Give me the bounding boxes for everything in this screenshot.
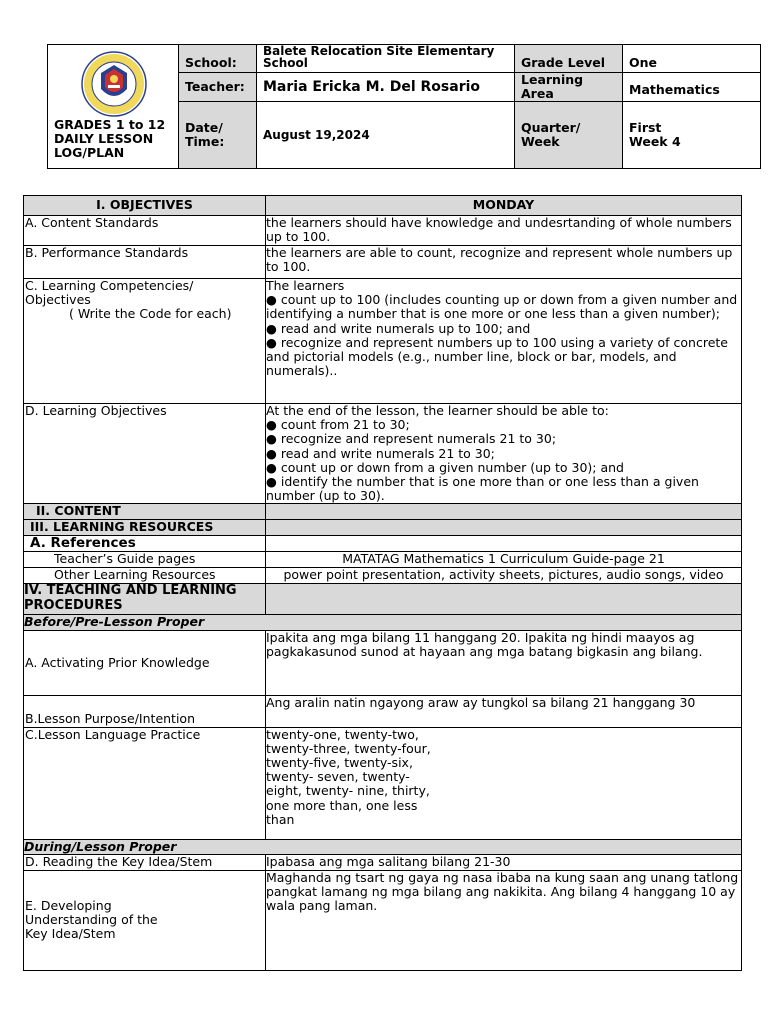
list-item: ● count up to 100 (includes counting up or down from a given number and identifying a number that is one more or one less than a given number); bbox=[266, 292, 738, 322]
procedures-header bbox=[24, 584, 266, 615]
language-practice-row bbox=[24, 727, 742, 839]
teachers-guide-label: Teacher’s Guide pages bbox=[24, 552, 266, 568]
references-empty bbox=[266, 536, 742, 552]
dll-title-line: DAILY LESSON bbox=[54, 131, 154, 146]
quarter-value bbox=[623, 102, 761, 169]
procedures-empty bbox=[266, 584, 742, 615]
references-row bbox=[24, 536, 742, 552]
references-label: A. References bbox=[24, 536, 266, 552]
language-practice-words: twenty-one, twenty-two, twenty-three, twenty-four, twenty-five, twenty-six, twenty- seven, twenty-eight, twenty- nine, thirty, one more than, one less than bbox=[266, 727, 431, 827]
lesson-purpose-label: B.Lesson Purpose/Intention bbox=[24, 695, 266, 727]
prior-knowledge-label: A. Activating Prior Knowledge bbox=[24, 630, 266, 695]
teacher-label: Teacher: bbox=[179, 73, 257, 102]
list-item: ● read and write numerals 21 to 30; bbox=[266, 445, 495, 461]
performance-label: B. Performance Standards bbox=[24, 246, 266, 279]
competencies-label-line: ( Write the Code for each) bbox=[69, 306, 232, 322]
teachers-guide-row bbox=[24, 552, 742, 568]
content-standards-text: the learners should have knowledge and undesrtanding of whole numbers up to 100. bbox=[266, 216, 742, 246]
lesson-plan-table bbox=[23, 195, 742, 971]
reading-text: Ipabasa ang mga salitang bilang 21-30 bbox=[266, 854, 742, 870]
quarter-label-line: Week bbox=[521, 134, 560, 149]
lesson-purpose-row bbox=[24, 695, 742, 727]
reading-row bbox=[24, 854, 742, 870]
lesson-purpose-text: Ang aralin natin ngayong araw ay tungkol sa bilang 21 hanggang 30 bbox=[266, 695, 742, 727]
school-label: School: bbox=[179, 45, 257, 73]
procedures-header-line: PROCEDURES bbox=[24, 597, 123, 613]
learning-objectives-intro: At the end of the lesson, the learner should be able to: bbox=[266, 403, 609, 418]
list-item: ● count up or down from a given number (up to 30); and bbox=[266, 459, 624, 475]
learning-objectives-text bbox=[266, 404, 742, 504]
competencies-intro: The learners bbox=[266, 278, 345, 293]
grade-label: Grade Level bbox=[515, 45, 623, 73]
content-empty bbox=[266, 504, 742, 520]
developing-row bbox=[24, 870, 742, 970]
resources-empty bbox=[266, 520, 742, 536]
during-phase-row bbox=[24, 839, 742, 854]
dll-title-line: LOG/PLAN bbox=[54, 145, 125, 160]
other-resources-row bbox=[24, 568, 742, 584]
list-item: ● recognize and represent numbers up to 100 using a variety of concrete and pictorial models (e.g., number line, block or bar, models, and numerals).. bbox=[266, 334, 728, 379]
developing-label bbox=[24, 870, 266, 970]
competencies-text bbox=[266, 279, 742, 404]
objectives-header: I. OBJECTIVES bbox=[24, 196, 266, 216]
content-standards-label: A. Content Standards bbox=[24, 216, 266, 246]
area-value: Mathematics bbox=[623, 73, 761, 102]
date-label-line: Date/ bbox=[185, 120, 223, 135]
list-item: ● read and write numerals up to 100; and bbox=[266, 320, 531, 336]
other-resources-value: power point presentation, activity sheets, pictures, audio songs, video bbox=[266, 568, 742, 584]
developing-label-line: Understanding of the bbox=[25, 912, 158, 928]
area-label bbox=[515, 73, 623, 102]
learning-objectives-label: D. Learning Objectives bbox=[24, 404, 266, 504]
prior-knowledge-row bbox=[24, 630, 742, 695]
header-table bbox=[47, 44, 761, 169]
school-value bbox=[257, 45, 515, 73]
date-label-line: Time: bbox=[185, 134, 225, 149]
deped-seal-icon bbox=[81, 51, 147, 117]
date-value: August 19,2024 bbox=[257, 102, 515, 169]
quarter-label-line: Quarter/ bbox=[521, 120, 581, 135]
language-practice-label: C.Lesson Language Practice bbox=[24, 727, 266, 839]
procedures-header-line: IV. TEACHING AND LEARNING bbox=[24, 583, 237, 599]
performance-text: the learners are able to count, recognize and represent whole numbers up to 100. bbox=[266, 246, 742, 279]
list-item: ● recognize and represent numerals 21 to 30; bbox=[266, 431, 557, 447]
content-row bbox=[24, 504, 742, 520]
performance-row bbox=[24, 246, 742, 279]
developing-text: Maghanda ng tsart ng gaya ng nasa ibaba na kung saan ang unang tatlong pangkat lamang ng mga bilang ang nakikita. Ang bilang 4 hanggang 10 ay wala pang laman. bbox=[266, 870, 742, 970]
competencies-label-line: Objectives bbox=[25, 292, 91, 308]
grade-value: One bbox=[623, 45, 761, 73]
resources-row bbox=[24, 520, 742, 536]
other-resources-label: Other Learning Resources bbox=[24, 568, 266, 584]
objectives-header-row bbox=[24, 196, 742, 216]
developing-label-line: Key Idea/Stem bbox=[25, 926, 116, 942]
during-phase-label: During/Lesson Proper bbox=[24, 839, 742, 854]
content-header: II. CONTENT bbox=[24, 504, 266, 520]
area-label-line: Area bbox=[521, 86, 554, 101]
prior-knowledge-text: Ipakita ang mga bilang 11 hanggang 20. Ipakita ng hindi maayos ag pagkakasunod sunod at hayaan ang mga batang bigkasin ang bilang. bbox=[266, 630, 742, 695]
teachers-guide-value: MATATAG Mathematics 1 Curriculum Guide-page 21 bbox=[266, 552, 742, 568]
list-item: ● count from 21 to 30; bbox=[266, 417, 410, 433]
school-value-line: Balete Relocation Site Elementary bbox=[263, 44, 495, 58]
quarter-label bbox=[515, 102, 623, 169]
teacher-value: Maria Ericka M. Del Rosario bbox=[257, 73, 515, 102]
developing-label-line: E. Developing bbox=[25, 898, 112, 914]
area-label-line: Learning bbox=[521, 72, 584, 87]
reading-label: D. Reading the Key Idea/Stem bbox=[24, 854, 266, 870]
competencies-row bbox=[24, 279, 742, 404]
competencies-label bbox=[24, 279, 266, 404]
logo-title-cell bbox=[48, 45, 179, 169]
procedures-row bbox=[24, 584, 742, 615]
resources-header: III. LEARNING RESOURCES bbox=[24, 520, 266, 536]
content-standards-row bbox=[24, 216, 742, 246]
day-header: MONDAY bbox=[266, 196, 742, 216]
dll-title-line: GRADES 1 to 12 bbox=[54, 117, 166, 132]
before-phase-label: Before/Pre-Lesson Proper bbox=[24, 615, 742, 630]
date-label bbox=[179, 102, 257, 169]
list-item: ● identify the number that is one more than or one less than a given number (up to 30). bbox=[266, 474, 699, 504]
language-practice-text bbox=[266, 727, 742, 839]
dll-title bbox=[54, 118, 165, 160]
before-phase-row bbox=[24, 615, 742, 630]
school-value-line: School bbox=[263, 56, 308, 70]
competencies-label-line: C. Learning Competencies/ bbox=[25, 278, 194, 293]
learning-objectives-row bbox=[24, 404, 742, 504]
quarter-value-line: First bbox=[629, 120, 662, 135]
quarter-value-line: Week 4 bbox=[629, 134, 681, 149]
